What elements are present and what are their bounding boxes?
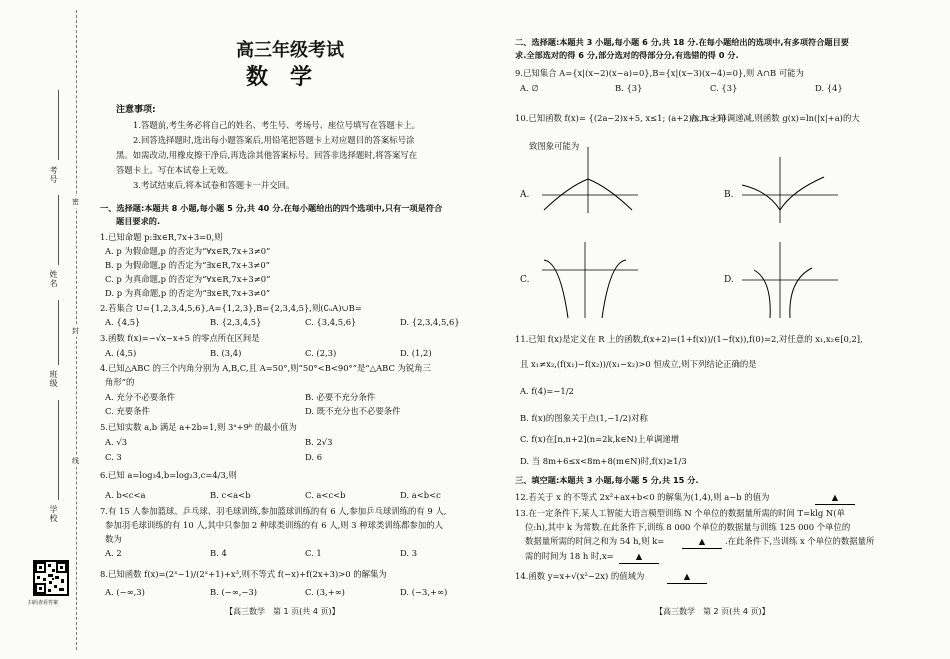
notice-line-4: 答题卡上。写在本试卷上无效。: [116, 165, 234, 175]
q3-stem: 3.函数 f(x)=−√x−x+5 的零点所在区间是: [100, 333, 260, 343]
q6-option-d: D. a<b<c: [400, 490, 441, 500]
q6-option-a: A. b<c<a: [105, 490, 146, 500]
graph-label-c: C.: [520, 275, 530, 285]
q5-stem: 5.已知实数 a,b 满足 a+2b=1,则 3ᵃ+9ᵇ 的最小值为: [100, 422, 297, 432]
q7-option-a: A. 2: [105, 548, 122, 558]
q3-option-d: D. (1,2): [400, 348, 432, 358]
q13-stem-3: 数据量所需的时间之和为 54 h,则 k=: [525, 536, 665, 546]
write-line-school: [58, 400, 59, 500]
q5-option-c: C. 3: [105, 452, 122, 462]
q2-option-c: C. {3,4,5,6}: [305, 317, 357, 327]
q11-option-c: C. f(x)在[n,n+2](n=2k,k∈N)上单调递增: [520, 434, 679, 444]
q3-option-a: A. (4,5): [105, 348, 137, 358]
q13-stem-2: 位:h),其中 k 为常数.在此条件下,训练 8 000 个单位的数据量与训练 125 000 个单位的: [525, 522, 851, 532]
q3-option-b: B. (3,4): [210, 348, 242, 358]
q4-option-a: A. 充分不必要条件: [105, 392, 175, 402]
q5-option-d: D. 6: [305, 452, 323, 462]
section2-heading-2: 求.全部选对的得 6 分,部分选对的得部分分,有选错的得 0 分.: [515, 50, 739, 60]
graph-d: [740, 240, 840, 324]
q1-option-c: C. p 为真命题,p 的否定为“∀x∈R,7x+3≠0”: [105, 274, 271, 284]
q2-option-b: B. {2,3,4,5}: [210, 317, 262, 327]
qr-code: [33, 560, 69, 596]
q6-option-b: B. c<a<b: [210, 490, 251, 500]
q13-stem-4: .在此条件下,当训练 x 个单位的数据量所: [725, 536, 875, 546]
notice-line-2: 2.回答选择题时,选出每小题答案后,用铅笔把答题卡上对应题目的答案标号涂: [133, 135, 415, 145]
section3-heading: 三、填空题:本题共 3 小题,每小题 5 分,共 15 分.: [515, 475, 699, 485]
graph-a: [540, 145, 640, 219]
q10-stem-2: 在 R 上单调递减,则函数 g(x)=ln(|x|+a)的大: [690, 113, 860, 123]
footer-page-1: 【高三数学 第 1 页(共 4 页)】: [225, 607, 340, 616]
graph-b: [740, 155, 840, 229]
q5-option-b: B. 2√3: [305, 437, 333, 447]
q5-option-a: A. √3: [105, 437, 128, 447]
q7-stem-3: 数为: [105, 534, 122, 544]
q7-option-b: B. 4: [210, 548, 227, 558]
label-class: 班级: [49, 370, 58, 388]
notice-line-5: 3.考试结束后,将本试卷和答题卡一并交回。: [133, 180, 295, 190]
q13-blank-x: ▲: [619, 550, 659, 564]
notice-line-1: 1.答题前,考生务必将自己的姓名、考生号、考场号、座位号填写在答题卡上。: [133, 120, 421, 130]
graph-label-a: A.: [520, 190, 530, 200]
q4-option-b: B. 必要不充分条件: [305, 392, 376, 402]
notice-line-3: 黑。如需改动,用橡皮擦干净后,再选涂其他答案标号。回答非选择题时,将答案写在: [116, 150, 418, 160]
q9-option-c: C. {3}: [710, 83, 738, 93]
graph-label-d: D.: [724, 275, 734, 285]
binding-strip: [0, 0, 85, 659]
label-exam-number: 考号: [49, 166, 58, 184]
q11-stem-2: 且 x₁≠x₂,(f(x₁)−f(x₂))/(x₁−x₂)>0 恒成立,则下列结论正确的是: [520, 359, 757, 369]
q8-option-b: B. (−∞,−3): [210, 587, 258, 597]
q13-blank-k: ▲: [682, 535, 722, 549]
label-school: 学校: [49, 505, 58, 523]
q11-stem: 11.已知 f(x)是定义在 R 上的函数,f(x+2)=(1+f(x))/(1−f(x)),f(0)=2,对任意的 x₁,x₂∈[0,2],: [515, 334, 863, 344]
q1-option-a: A. p 为假命题,p 的否定为“∀x∈R,7x+3≠0”: [105, 246, 271, 256]
q9-stem: 9.已知集合 A={x|(x−2)(x−a)=0},B={x|(x−3)(x−4)=0},则 A∩B 可能为: [515, 68, 804, 78]
cut-mark-line: 线: [72, 457, 79, 465]
q7-stem-2: 参加羽毛球训练的有 10 人,其中只参加 2 种球类训练的有 6 人,则 3 种球类训练都参加的人: [105, 520, 444, 530]
q4-stem-2: 角形”的: [105, 377, 135, 387]
q2-stem: 2.若集合 U={1,2,3,4,5,6},A={1,2,3},B={2,3,4,5},则(∁ᵤA)∪B=: [100, 303, 362, 313]
q1-stem: 1.已知命题 p:∃x∈R,7x+3=0,则: [100, 232, 223, 242]
q4-option-d: D. 既不充分也不必要条件: [305, 406, 401, 416]
cut-mark-seal: 密: [72, 198, 79, 206]
q9-option-a: A. ∅: [520, 83, 539, 93]
q11-option-b: B. f(x)的图象关于点(1,−1/2)对称: [520, 413, 648, 423]
q7-stem: 7.有 15 人参加篮球、乒乓球、羽毛球训练,参加篮球训练的有 6 人,参加乒乓球训练的有 9 人,: [100, 506, 447, 516]
q9-option-d: D. {4}: [815, 83, 843, 93]
q8-option-d: D. (−3,+∞): [400, 587, 448, 597]
q8-stem: 8.已知函数 f(x)=(2ˣ−1)/(2ˣ+1)+x³,则不等式 f(−x)+f(2x+3)>0 的解集为: [100, 569, 387, 579]
q2-option-a: A. {4,5}: [105, 317, 141, 327]
q9-option-b: B. {3}: [615, 83, 643, 93]
q8-option-c: C. (3,+∞): [305, 587, 345, 597]
q1-option-d: D. p 为真命题,p 的否定为“∃x∈R,7x+3≠0”: [105, 288, 271, 298]
q14-blank: ▲: [667, 570, 707, 584]
q13-stem-5: 需的时间为 18 h 时,x=: [525, 551, 614, 561]
q8-option-a: A. (−∞,3): [105, 587, 145, 597]
q4-stem: 4.已知△ABC 的三个内角分别为 A,B,C,且 A=50°,则“50°<B<90°”是“△ABC 为锐角三: [100, 363, 432, 373]
q12-stem: 12.若关于 x 的不等式 2x²+ax+b<0 的解集为(1,4),则 a−b 的值为: [515, 492, 770, 502]
q11-option-d: D. 当 8m+6≤x<8m+8(m∈N)时,f(x)≥1/3: [520, 456, 687, 466]
exam-subject: 数学: [245, 65, 334, 90]
section1-heading-2: 题目要求的.: [116, 216, 161, 226]
q10-stem-3: 致图象可能为: [529, 141, 580, 151]
write-line-class: [58, 300, 59, 365]
q7-option-d: D. 3: [400, 548, 418, 558]
q1-option-b: B. p 为假命题,p 的否定为“∃x∈R,7x+3≠0”: [105, 260, 270, 270]
cut-mark-seal2: 封: [72, 327, 79, 335]
q12-blank: ▲: [815, 491, 855, 505]
notice-heading: 注意事项:: [116, 105, 156, 115]
q13-stem: 13.在一定条件下,某人工智能大语言模型训练 N 个单位的数据量所需的时间 T=klg N(单: [515, 508, 845, 518]
q6-stem: 6.已知 a=log₃4,b=log₂3,c=4/3,则: [100, 470, 237, 480]
q11-option-a: A. f(4)=−1/2: [520, 386, 574, 396]
write-line-name: [58, 195, 59, 265]
footer-page-2: 【高三数学 第 2 页(共 4 页)】: [655, 607, 770, 616]
q3-option-c: C. (2,3): [305, 348, 337, 358]
exam-title: 高三年级考试: [236, 40, 344, 61]
q7-option-c: C. 1: [305, 548, 322, 558]
graph-label-b: B.: [724, 190, 734, 200]
label-name: 姓名: [49, 270, 58, 288]
section1-heading: 一、选择题:本题共 8 小题,每小题 5 分,共 40 分.在每小题给出的四个选项中,只有一项是符合: [100, 203, 443, 213]
q4-option-c: C. 充要条件: [105, 406, 150, 416]
write-line-exam-number: [58, 90, 59, 160]
q10-stem: 10.已知函数 f(x)= {(2a−2)x+5, x≤1; (a+2)/x, x>1}: [515, 113, 728, 123]
section2-heading: 二、选择题:本题共 3 小题,每小题 6 分,共 18 分.在每小题给出的选项中,有多项符合题目要: [515, 37, 849, 47]
qr-caption: 扫码查看答案: [28, 600, 59, 606]
graph-c: [540, 240, 640, 324]
q2-option-d: D. {2,3,4,5,6}: [400, 317, 460, 327]
q6-option-c: C. a<c<b: [305, 490, 346, 500]
q14-stem: 14.函数 y=x+√(x²−2x) 的值域为: [515, 571, 645, 581]
